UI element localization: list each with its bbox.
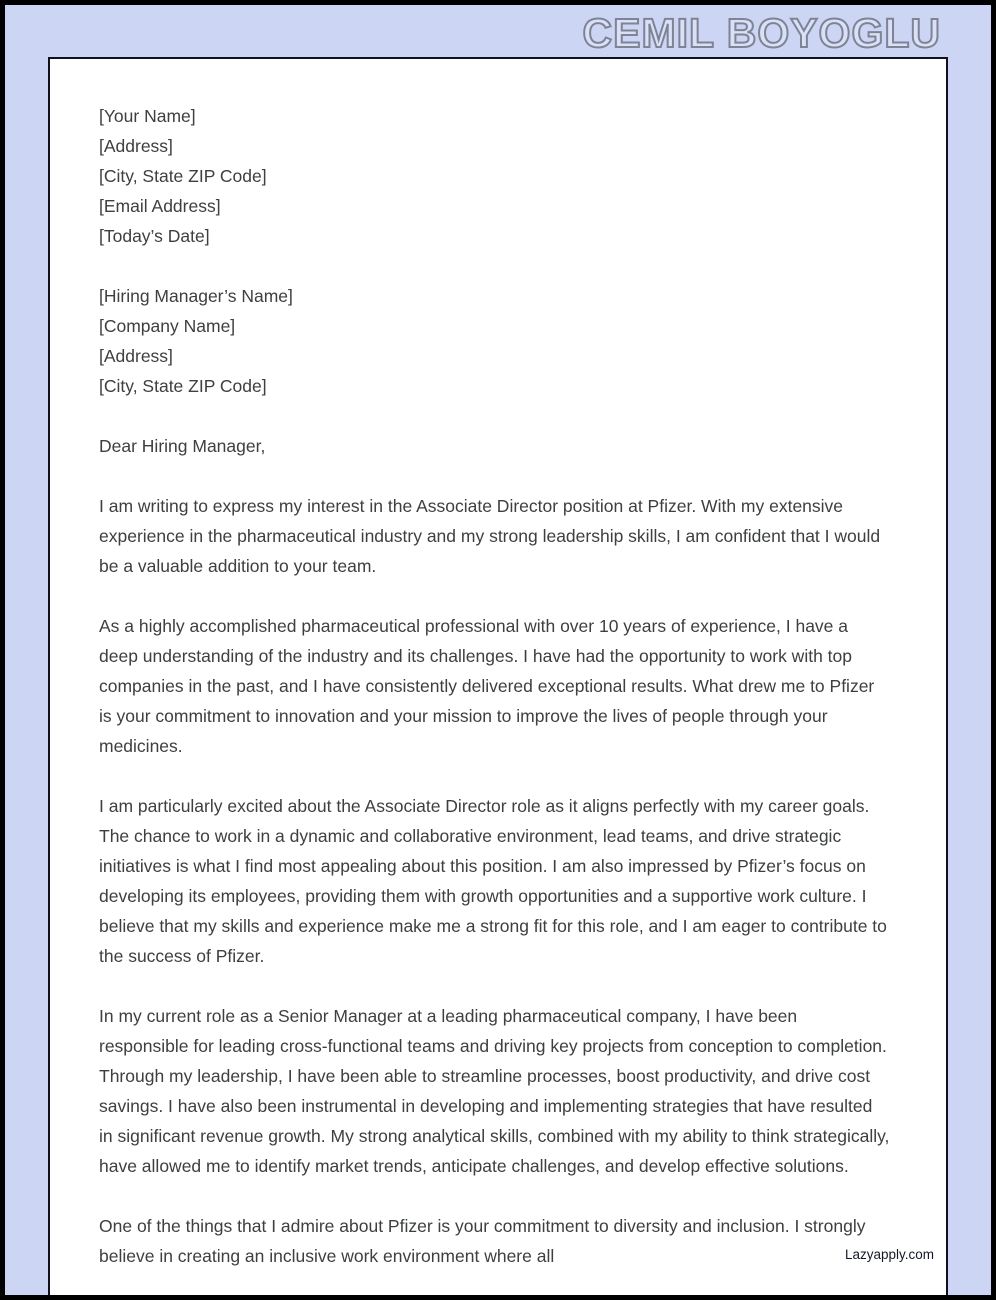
letter-paragraph: In my current role as a Senior Manager at a leading pharmaceutical company, I have been responsible for leading cross-functional teams and driving key projects from conception to completion. Through my leadership, I have been able to streamline processes, boost productivity, and drive cost savings. I have also been instrumental in developing and implementing strategies that have resulted in significant revenue growth. My strong analytical skills, combined with my ability to think strategically, have allowed me to identify market trends, anticipate challenges, and develop effective solutions. — [99, 1006, 890, 1176]
recipient-line: [Hiring Manager’s Name] — [99, 286, 293, 306]
recipient-address-block — [99, 281, 890, 401]
letter-paragraph: As a highly accomplished pharmaceutical professional with over 10 years of experience, I have a deep understanding of the industry and its challenges. I have had the opportunity to work with top companies in the past, and I have consistently delivered exceptional results. What drew me to Pfizer is your commitment to innovation and your mission to improve the lives of people through your medicines. — [99, 616, 875, 756]
brand-name: CEMIL BOYOGLU — [582, 10, 941, 56]
cover-letter-page — [48, 57, 948, 1300]
sender-address-block — [99, 101, 890, 251]
salutation-text: Dear Hiring Manager, — [99, 436, 266, 456]
salutation — [99, 431, 890, 461]
sender-line: [City, State ZIP Code] — [99, 166, 267, 186]
letter-paragraph: I am particularly excited about the Associate Director role as it aligns perfectly with my career goals. The chance to work in a dynamic and collaborative environment, lead teams, and drive strategic initiatives is what I find most appealing about this position. I am also impressed by Pfizer’s focus on developing its employees, providing them with growth opportunities and a supportive work culture. I believe that my skills and experience make me a strong fit for this role, and I am eager to contribute to the success of Pfizer. — [99, 796, 887, 966]
recipient-line: [Address] — [99, 346, 173, 366]
brand-header — [583, 11, 941, 56]
letter-paragraph: One of the things that I admire about Pfizer is your commitment to diversity and inclusion. I strongly believe in creating an inclusive work environment where all — [99, 1216, 866, 1266]
recipient-line: [Company Name] — [99, 316, 236, 336]
cover-letter-body — [99, 101, 890, 1271]
lazyapply-watermark: Lazyapply.com — [844, 1247, 934, 1262]
sender-line: [Your Name] — [99, 106, 196, 126]
recipient-line: [City, State ZIP Code] — [99, 376, 267, 396]
sender-line: [Address] — [99, 136, 173, 156]
sender-line: [Email Address] — [99, 196, 221, 216]
letter-paragraph: I am writing to express my interest in the Associate Director position at Pfizer. With my extensive experience in the pharmaceutical industry and my strong leadership skills, I am confident that I would be a valuable addition to your team. — [99, 496, 881, 576]
sender-line: [Today’s Date] — [99, 226, 210, 246]
